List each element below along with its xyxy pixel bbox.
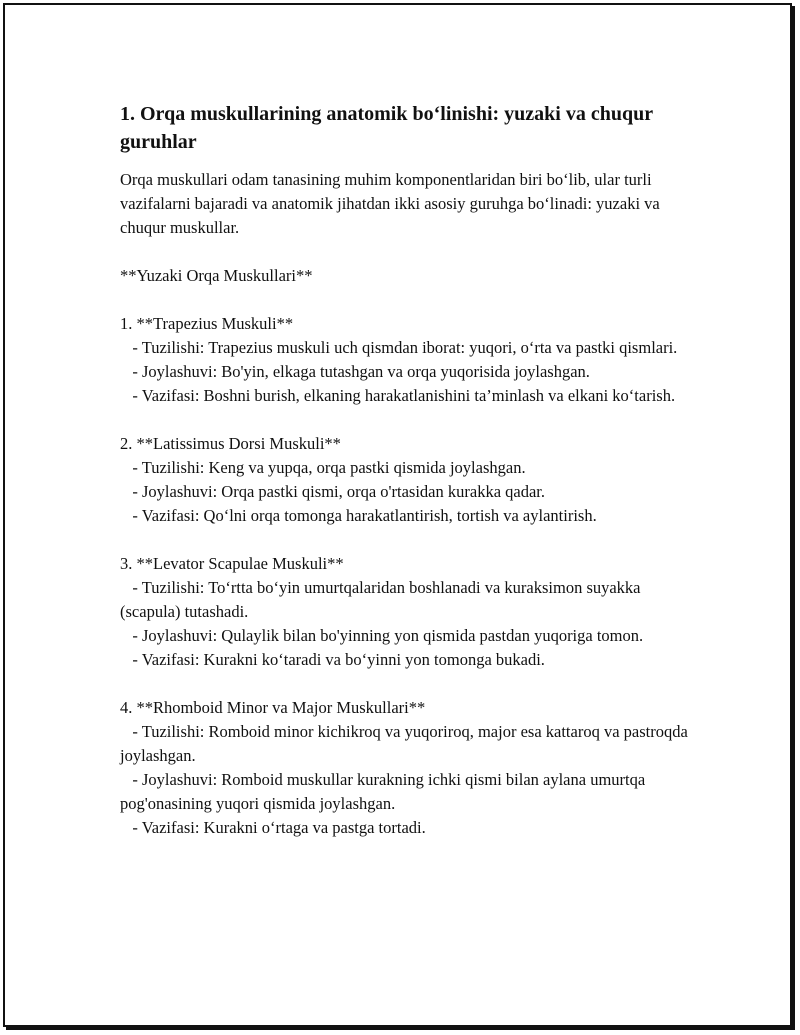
muscle-item [120,432,690,528]
muscle-item [120,552,690,672]
muscle-item-line: - Vazifasi: Qo‘lni orqa tomonga harakatlantirish, tortish va aylantirish. [132,506,597,525]
muscle-item-line: - Joylashuvi: Orqa pastki qismi, orqa o'rtasidan kurakka qadar. [132,482,546,501]
muscle-item-line: - Joylashuvi: Bo'yin, elkaga tutashgan va orqa yuqorisida joylashgan. [132,362,590,381]
subsection-title: **Yuzaki Orqa Muskullari** [120,266,313,285]
muscle-item-title: 4. **Rhomboid Minor va Major Muskullari** [120,698,426,717]
muscle-item-line: - Vazifasi: Kurakni oʻrtaga va pastga tortadi. [132,818,426,837]
muscle-item [120,696,690,840]
muscle-item-line: - Vazifasi: Kurakni ko‘taradi va bo‘yinni yon tomonga bukadi. [132,650,545,669]
muscle-item-title: 1. **Trapezius Muskuli** [120,314,294,333]
muscle-item-line: - Joylashuvi: Qulaylik bilan bo'yinning yon qismida pastdan yuqoriga tomon. [132,626,644,645]
muscle-item-title: 3. **Levator Scapulae Muskuli** [120,554,344,573]
muscle-item-line: - Tuzilishi: Trapezius muskuli uch qismdan iborat: yuqori, oʻrta va pastki qismlari. [132,338,678,357]
muscle-item-line: - Tuzilishi: To‘rtta bo‘yin umurtqalaridan boshlanadi va kuraksimon suyakka (scapula) tutashadi. [120,578,641,621]
document-content [120,100,690,864]
muscle-item [120,312,690,408]
intro-paragraph: Orqa muskullari odam tanasining muhim komponentlaridan biri bo‘lib, ular turli vazifalarni bajaradi va anatomik jihatdan ikki asosiy guruhga bo‘linadi: yuzaki va chuqur muskullar. [120,170,660,237]
section-heading: 1. Orqa muskullarining anatomik bo‘linishi: yuzaki va chuqur guruhlar [120,103,653,153]
document-page [3,3,792,1027]
muscle-item-line: - Joylashuvi: Romboid muskullar kurakning ichki qismi bilan aylana umurtqa pog'onasining yuqori qismida joylashgan. [120,770,646,813]
muscle-item-line: - Vazifasi: Boshni burish, elkaning harakatlanishini ta’minlash va elkani ko‘tarish. [132,386,676,405]
muscle-item-line: - Tuzilishi: Keng va yupqa, orqa pastki qismida joylashgan. [132,458,526,477]
muscle-item-line: - Tuzilishi: Romboid minor kichikroq va yuqoriroq, major esa kattaroq va pastroqda joylashgan. [120,722,688,765]
muscle-item-title: 2. **Latissimus Dorsi Muskuli** [120,434,341,453]
